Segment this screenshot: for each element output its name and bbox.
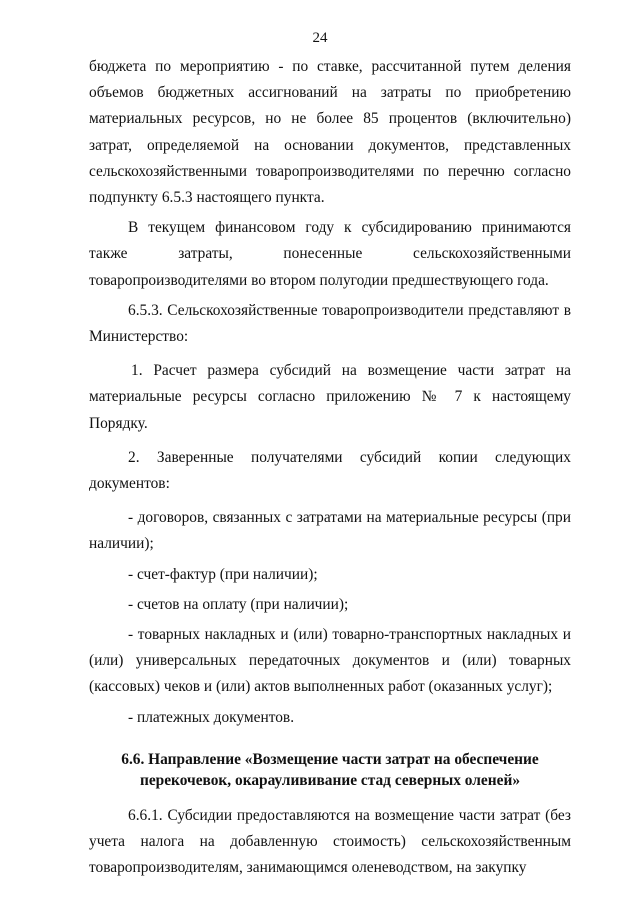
page-number: 24 (312, 30, 328, 46)
doc-item-contracts: - договоров, связанных с затратами на материальные ресурсы (при наличии); (89, 509, 571, 553)
paragraph-6-5-3: 6.5.3. Сельскохозяйственные товаропроизводители представляют в Министерство: (89, 301, 571, 346)
heading-line-2: перекочевок, окараулививание стад северных оленей» (139, 771, 521, 789)
section-heading-6-6 (89, 749, 571, 791)
list-item-1: 1. Расчет размера субсидий на возмещение части затрат на материальные ресурсы согласно приложению № 7 к настоящему Порядку. (89, 362, 571, 432)
paragraph-current-year: В текущем финансовом году к субсидированию принимаются также затраты, понесенные сельскохозяйственными товаропроизводителями во втором полугодии предшествующего года. (89, 219, 571, 289)
doc-item-payments: - платежных документов. (128, 708, 295, 726)
doc-item-waybills: - товарных накладных и (или) товарно-транспортных накладных и (или) универсальных передаточных документов и (или) товарных (кассовых) чеков и (или) актов выполненных работ (оказанных услуг); (89, 626, 571, 696)
list-item-2: 2. Заверенные получателями субсидий копии следующих документов: (89, 448, 571, 493)
paragraph-6-6-1: 6.6.1. Субсидии предоставляются на возмещение части затрат (без учета налога на добавленную стоимость) сельскохозяйственным товаропроизводителям, занимающимся оленеводством, на закупку (89, 806, 571, 877)
paragraph-budget-rate: бюджета по мероприятию - по ставке, рассчитанной путем деления объемов бюджетных ассигнований на затраты по приобретению материальных ресурсов, но не более 85 процентов (включительно) затрат, определяемой на основании документов, представленных сельскохозяйственными товаропроизводителями по перечню согласно подпункту 6.5.3 настоящего пункта. (89, 58, 571, 207)
document-body (89, 54, 571, 881)
doc-item-bills: - счетов на оплату (при наличии); (128, 595, 349, 613)
doc-item-invoices: - счет-фактур (при наличии); (128, 565, 318, 583)
heading-line-1: 6.6. Направление «Возмещение части затрат на обеспечение (121, 750, 539, 768)
